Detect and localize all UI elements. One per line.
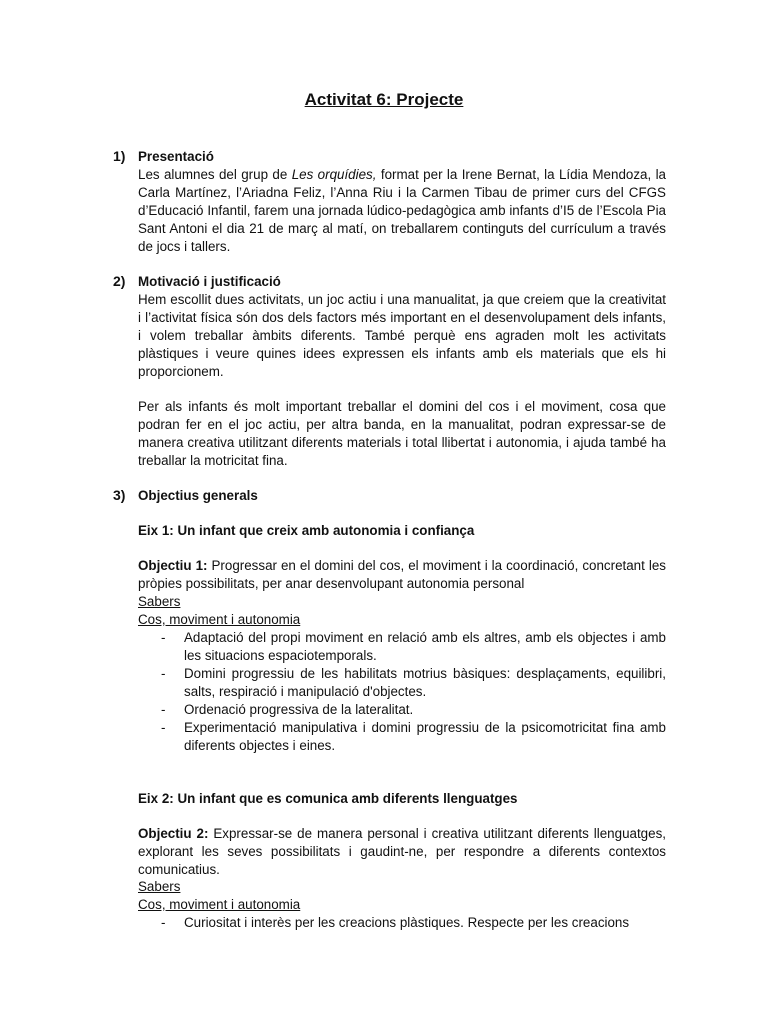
sabers-label-1: Sabers xyxy=(138,594,181,609)
section-number-1: 1) xyxy=(113,148,126,164)
presentacio-text-end: format per la Irene Bernat, la Lídia Mendoza, la Carla Martínez, l’Ariadna Feliz, l’Anna Riu i la Carmen Tibau de primer curs del CFGS d’Educació Infantil, farem una jornada lúdico-pedagògica amb infants d’I5 de l’Escola Pia Sant Antoni el dia 21 de març al matí, on treballarem continguts del currículum a través de jocs i tallers. xyxy=(138,167,667,254)
motivacio-paragraph-1: Hem escollit dues activitats, un joc actiu i una manualitat, ja que creiem que la creativitat i l’activitat física són dos dels factors més important en el desenvolupament dels infants, i volem treballar àmbits diferents. També perquè ens agraden molt les activitats plàstiques i veure quines idees expressen els infants amb els materials que els hi proporcionem. xyxy=(138,292,666,379)
section-heading-presentacio: Presentació xyxy=(138,149,214,164)
list-item: - Experimentació manipulativa i domini progressiu de la psicomotricitat fina amb diferents objectes i eines. xyxy=(138,719,666,755)
section-number-3: 3) xyxy=(113,487,126,503)
list-item: - Curiositat i interès per les creacions plàstiques. Respecte per les creacions xyxy=(138,914,666,932)
eix-1-heading: Eix 1: Un infant que creix amb autonomia i confiança xyxy=(138,523,475,538)
group-name: Les orquídies, xyxy=(291,167,377,182)
objective-1-text: Progressar en el domini del cos, el moviment i la coordinació, concretant les pròpies possibilitats, per anar desenvolupant autonomia personal xyxy=(138,558,666,591)
section-heading-objectius: Objectius generals xyxy=(138,488,258,503)
objective-2-text: Expressar-se de manera personal i creativa utilitzant diferents llenguatges, explorant les seves possibilitats i gaudint-ne, per respondre a diferents contextos comunicatius. xyxy=(138,826,666,877)
objective-1-label: Objectiu 1: xyxy=(138,558,208,573)
eix-2-heading: Eix 2: Un infant que es comunica amb diferents llenguatges xyxy=(138,791,518,806)
presentacio-text-start: Les alumnes del grup de xyxy=(138,167,292,182)
sabers-label-2: Sabers xyxy=(138,879,181,894)
sabers-list-1 xyxy=(138,629,666,755)
objective-2-label: Objectiu 2: xyxy=(138,826,209,841)
section-number-2: 2) xyxy=(113,273,126,289)
section-heading-motivacio: Motivació i justificació xyxy=(138,274,281,289)
objective-2 xyxy=(138,825,666,879)
section-presentacio-text xyxy=(138,166,666,256)
page-title: Activitat 6: Projecte xyxy=(304,90,464,109)
sabers-list-2 xyxy=(138,914,666,932)
motivacio-paragraph-2: Per als infants és molt important treballar el domini del cos i el moviment, cosa que podran fer en el joc actiu, per altra banda, en la manualitat, podran expressar-se de manera creativa utilitzant diferents materials i total llibertat i autonomia, i ajuda també ha treballar la motricitat fina. xyxy=(138,399,666,468)
list-item: - Ordenació progressiva de la lateralitat. xyxy=(138,701,666,719)
area-label-1: Cos, moviment i autonomia xyxy=(138,612,301,627)
area-label-2: Cos, moviment i autonomia xyxy=(138,897,301,912)
list-item: - Adaptació del propi moviment en relació amb els altres, amb els objectes i amb les situacions espaciotemporals. xyxy=(138,629,666,665)
list-item: - Domini progressiu de les habilitats motrius bàsiques: desplaçaments, equilibri, salts, respiració i manipulació d'objectes. xyxy=(138,665,666,701)
objective-1 xyxy=(138,557,666,593)
